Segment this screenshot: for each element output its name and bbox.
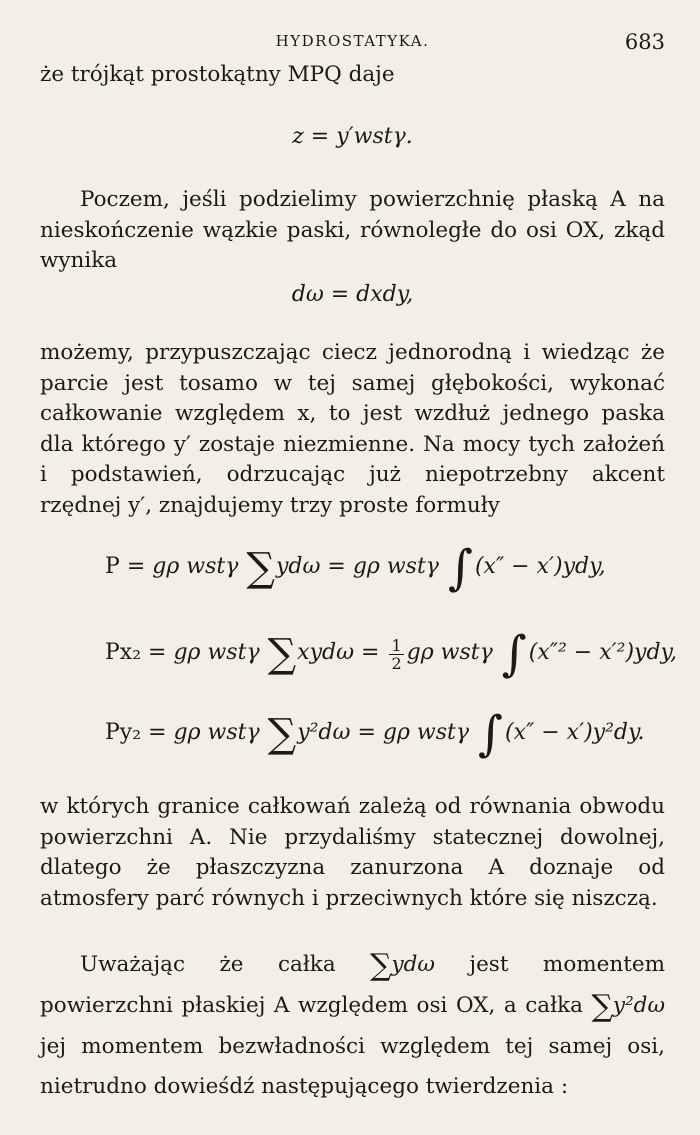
formula-pressure-lhs: P (105, 554, 120, 579)
formula-moment-x-mid: gρ wstγ (173, 640, 260, 665)
inline-integrand-1: ydω (391, 952, 435, 977)
integral-sign-2: ∫ (501, 626, 527, 682)
fraction-one-half (389, 637, 403, 672)
paragraph-theorem (40, 945, 665, 1107)
equation-domega-text: dω = dxdy, (291, 282, 414, 307)
formula-moment-y-lhs: Py₂ (105, 720, 142, 745)
formula-moment-x-int-body: (x″² − x′²)ydy, (528, 640, 678, 665)
formula-moment-y-int-body: (x″ − x′)y²dy. (505, 720, 645, 745)
formula-moment-x-sum-body: xydω (297, 640, 355, 665)
formula-moment-x-rhs-pre: gρ wstγ (406, 640, 493, 665)
running-head: HYDROSTATYKA. (275, 32, 430, 50)
formula-pressure-mid: gρ wstγ (152, 554, 239, 579)
theorem-text-a: Uważając że całka (80, 952, 336, 977)
paragraph-strips-text: Poczem, jeśli podzielimy powierzchnię płaską A na nieskończenie wązkie paski, równoległe do osi OX, zkąd wynika (40, 187, 665, 273)
paragraph-integration-text: możemy, przypuszczając ciecz jednorodną i wiedząc że parcie jest tosamo w tej samej głębokości, wykonać całkowanie względem x, to jest wzdłuż jednego paska dla którego y′ zostaje niezmienne. Na mocy tych założeń i podstawień, odrzucając już niepotrzebny akcent rzędnej y′, znajdujemy trzy proste formuły (40, 340, 665, 518)
page-header (40, 30, 665, 56)
formula-pressure-int-body: (x″ − x′)ydy, (474, 554, 606, 579)
formula-moment-y-sum-body: y²dω (297, 720, 351, 745)
formula-moment-y-rhs-pre: gρ wstγ (382, 720, 470, 745)
paragraph-theorem-text (40, 945, 665, 1107)
integral-sign-3: ∫ (478, 706, 504, 762)
theorem-text-c: jej momentem bezwładności względem tej samej osi, nietrudno dowieśdź następującego twierdzenia : (40, 1034, 665, 1099)
summation-sign-2: ∑ (267, 631, 297, 677)
integral-sign-1: ∫ (447, 540, 473, 596)
paragraph-limits-text: w których granice całkowań zależą od równania obwodu powierzchni A. Nie przydaliśmy statecznej dowolnej, dlatego że płaszczyzna zanurzona A doznaje od atmosfery parć równych i przeciwnych które się niszczą. (40, 794, 665, 911)
paragraph-strips (40, 185, 665, 277)
summation-sign-1: ∑ (246, 545, 275, 591)
inline-integrand-2: y²dω (612, 993, 665, 1018)
formula-moment-x-lhs: Px₂ (105, 640, 142, 665)
inline-summation-2: ∑ (591, 989, 613, 1024)
equation-domega (40, 282, 665, 307)
fraction-numerator: 1 (391, 636, 402, 655)
paragraph-limits (40, 792, 665, 914)
formula-pressure: P = gρ wstγ ∑ydω = gρ wstγ ∫(x″ − x′)ydy, (105, 540, 606, 596)
page-number: 683 (624, 30, 665, 54)
theorem-text-b: jest momentem powierzchni płaskiej A względem osi OX, a całka (40, 952, 665, 1018)
formula-moment-y: Py₂ = gρ wstγ ∑y²dω = gρ wstγ ∫(x″ − x′)y²dy. (105, 706, 645, 762)
fraction-denominator: 2 (391, 654, 402, 673)
equation-z (40, 124, 665, 149)
formula-moment-y-mid: gρ wstγ (173, 720, 260, 745)
paragraph-integration (40, 338, 665, 521)
equation-z-text: z = y′wstγ. (292, 124, 413, 149)
formula-pressure-rhs-pre: gρ wstγ (352, 554, 439, 579)
intro-text: że trójkąt prostokątny MPQ daje (40, 62, 395, 87)
inline-summation-1: ∑ (370, 948, 392, 983)
formula-pressure-sum-body: ydω (275, 554, 321, 579)
intro-line (40, 60, 665, 91)
summation-sign-3: ∑ (267, 711, 297, 757)
formula-moment-x: Px₂ = gρ wstγ ∑xydω = $\frac{1}{2}$ gρ wstγ ∫(x″² − x′²)ydy, (105, 626, 678, 682)
